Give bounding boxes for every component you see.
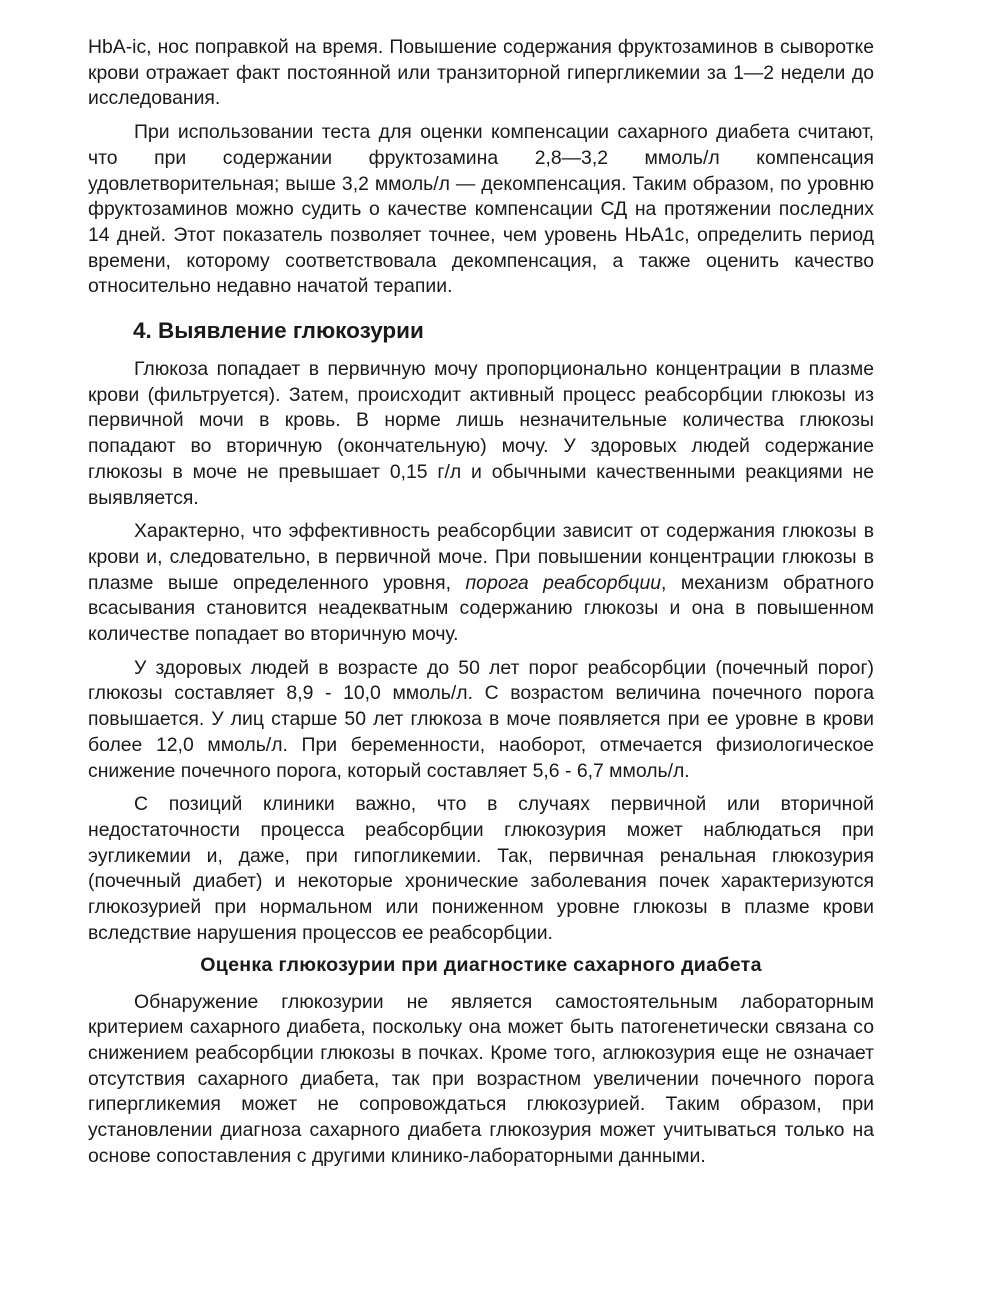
paragraph-glucosuria-detection: Обнаружение глюкозурии не является самостоятельным лабораторным критерием сахарного диабета, поскольку она может быть патогенетически связана со снижением реабсорбции глюкозы в почках. Кроме того, аглюкозурия еще не означает отсутствия сахарного диабета, так при возрастном увеличении почечного порога гипергликемия может не сопровождаться глюкозурией. Таким образом, при установлении диагноза сахарного диабета глюкозурия может учитываться только на основе сопоставления с другими клинико-лабораторными данными. [88,990,874,1167]
paragraph-reabsorption-efficiency [88,519,874,648]
paragraph-text: Характерно, что эффективность реабсорбции зависит от содержания глюкозы в крови и, следовательно, в первичной моче. При повышении концентрации глюкозы в плазме выше определенного уровня, [88,520,874,594]
subsection-heading: Оценка глюкозурии при диагностике сахарного диабета [200,953,762,976]
paragraph-renal-threshold: У здоровых людей в возрасте до 50 лет порог реабсорбции (почечный порог) глюкозы составляет 8,9 - 10,0 ммоль/л. С возрастом величина почечного порога повышается. У лиц старше 50 лет глюкоза в моче появляется при ее уровне в крови более 12,0 ммоль/л. При беременности, наоборот, отмечается физиологическое снижение почечного порога, который составляет 5,6 - 6,7 ммоль/л. [88,656,874,782]
paragraph-fructosamine-compensation: При использовании теста для оценки компенсации сахарного диабета считают, что при содержании фруктозамина 2,8—3,2 ммоль/л компенсация удовлетворительная; выше 3,2 ммоль/л — декомпенсация. Таким образом, по уровню фруктозаминов можно судить о качестве компенсации СД на протяжении последних 14 дней. Этот показатель позволяет точнее, чем уровень НЬА1с, определить период времени, которому соответствовала декомпенсация, а также оценить качество относительно недавно начатой терапии. [88,121,874,298]
italic-term: порога реабсорбции [465,571,662,594]
paragraph-clinical-position: С позиций клиники важно, что в случаях первичной или вторичной недостаточности процесса реабсорбции глюкозурия может наблюдаться при эугликемии и, даже, при гипогликемии. Так, первичная ренальная глюкозурия (почечный диабет) и некоторые хронические заболевания почек характеризуются глюкозурией при нормальном или пониженном уровне глюкозы в плазме крови вследствие нарушения процессов ее реабсорбции. [88,793,874,944]
paragraph-glucose-primary-urine: Глюкоза попадает в первичную мочу пропорционально концентрации в плазме крови (фильтруется). Затем, происходит активный процесс реабсорбции глюкозы из первичной мочи в кровь. В норме лишь незначительные количества глюкозы попадают во вторичную (окончательную) мочу. У здоровых людей содержание глюкозы в моче не превышает 0,15 г/л и обычными качественными реакциями не выявляется. [88,358,874,509]
paragraph-text: , механизм обратного всасывания становится неадекватным содержанию глюкозы и она в повышенном количестве попадает во вторичную мочу. [88,571,874,646]
paragraph-fructosamine-intro: HbA-ic, нос поправкой на время. Повышение содержания фруктозаминов в сыворотке крови отражает факт постоянной или транзиторной гипергликемии за 1—2 недели до исследования. [88,36,874,110]
section-heading: 4. Выявление глюкозурии [133,318,424,344]
